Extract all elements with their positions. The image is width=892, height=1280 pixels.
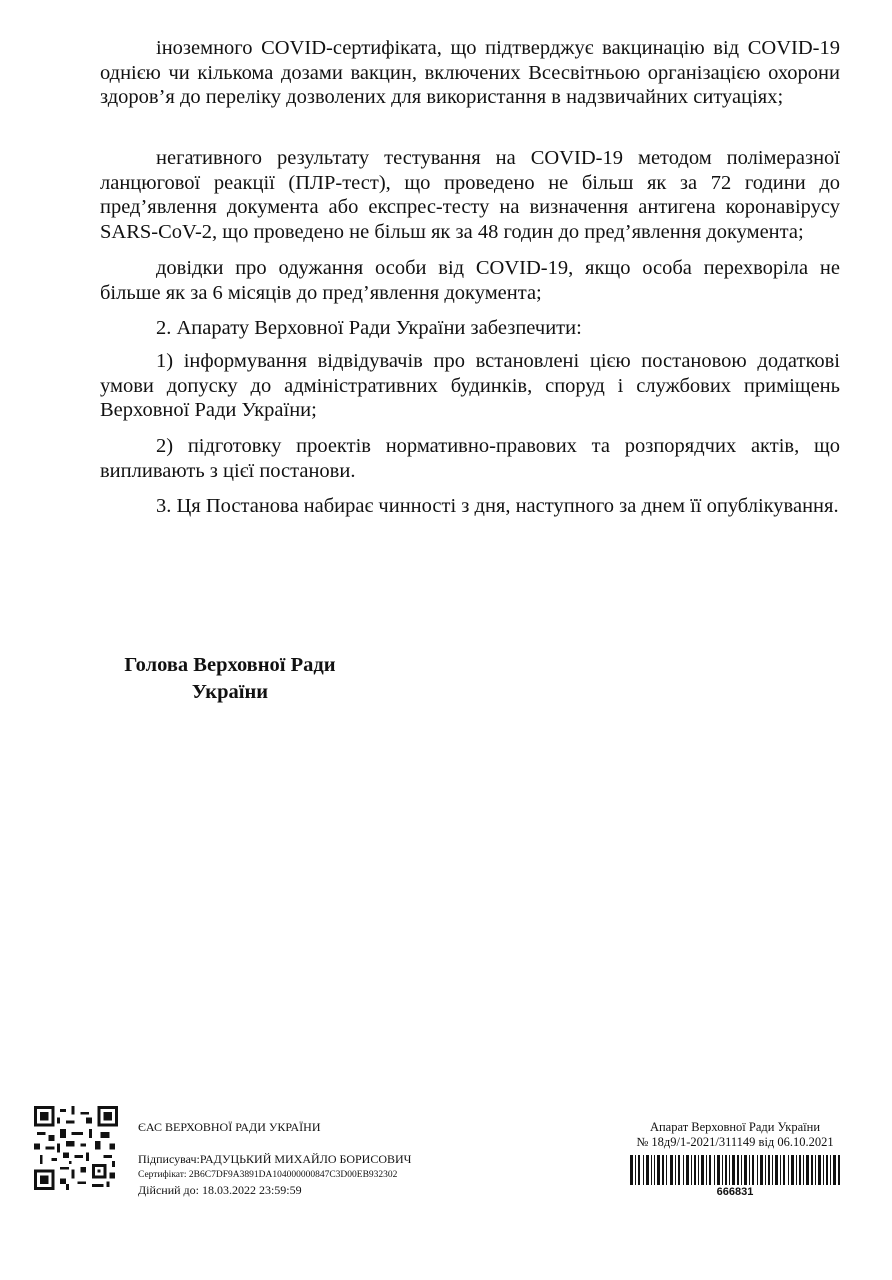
registration-org: Апарат Верховної Ради України [649, 1120, 821, 1134]
paragraph-negative-test: негативного результату тестування на COVID-19 методом полімеразної ланцюгової реакції (ПЛР-тест), що проведено не більш як за 72 години до пред’явлення документа або експрес-тесту на визначення антигена коронавірусу SARS-CoV-2, що проведено не більш як за 48 годин до пред’явлення документа; [100, 147, 840, 243]
qr-code [34, 1106, 118, 1190]
paragraph-recovery-certificate: довідки про одужання особи від COVID-19, якщо особа перехворіла не більше як за 6 місяців до пред’явлення документа; [100, 257, 840, 304]
registration-number: № 18д9/1-2021/311149 від 06.10.2021 [636, 1135, 834, 1149]
barcode [630, 1155, 840, 1185]
eds-system: ЄАС ВЕРХОВНОЇ РАДИ УКРАЇНИ [138, 1120, 321, 1134]
signature-title-line2: України [191, 681, 269, 703]
paragraph-item-2: 2. Апарату Верховної Ради України забезпечити: [156, 317, 582, 339]
paragraph-item-2-2: 2) підготовку проектів нормативно-правових та розпорядчих актів, що випливають з цієї постанови. [100, 435, 840, 482]
paragraph-item-3: 3. Ця Постанова набирає чинності з дня, наступного за днем її опублікування. [156, 495, 839, 517]
paragraph-covid-certificate: іноземного COVID-сертифіката, що підтверджує вакцинацію від COVID-19 однією чи кількома дозами вакцин, включених Всесвітньою організацією охорони здоров’я до переліку дозволених для використання в надзвичайних ситуаціях; [100, 37, 840, 108]
eds-certificate: Сертифікат: 2B6C7DF9A3891DA104000000847C3D00EB932302 [138, 1170, 398, 1180]
eds-signer: Підписувач:РАДУЦЬКИЙ МИХАЙЛО БОРИСОВИЧ [138, 1152, 412, 1166]
signature-title-line1: Голова Верховної Ради [124, 654, 336, 676]
eds-valid-until: Дійсний до: 18.03.2022 23:59:59 [138, 1183, 302, 1197]
registration-block [618, 1120, 852, 1150]
barcode-number: 666831 [716, 1186, 754, 1198]
paragraph-item-2-1: 1) інформування відвідувачів про встановлені цією постановою додаткові умови допуску до адміністративних будинків, споруд і службових приміщень Верховної Ради України; [100, 350, 840, 421]
signature-title [100, 652, 360, 706]
